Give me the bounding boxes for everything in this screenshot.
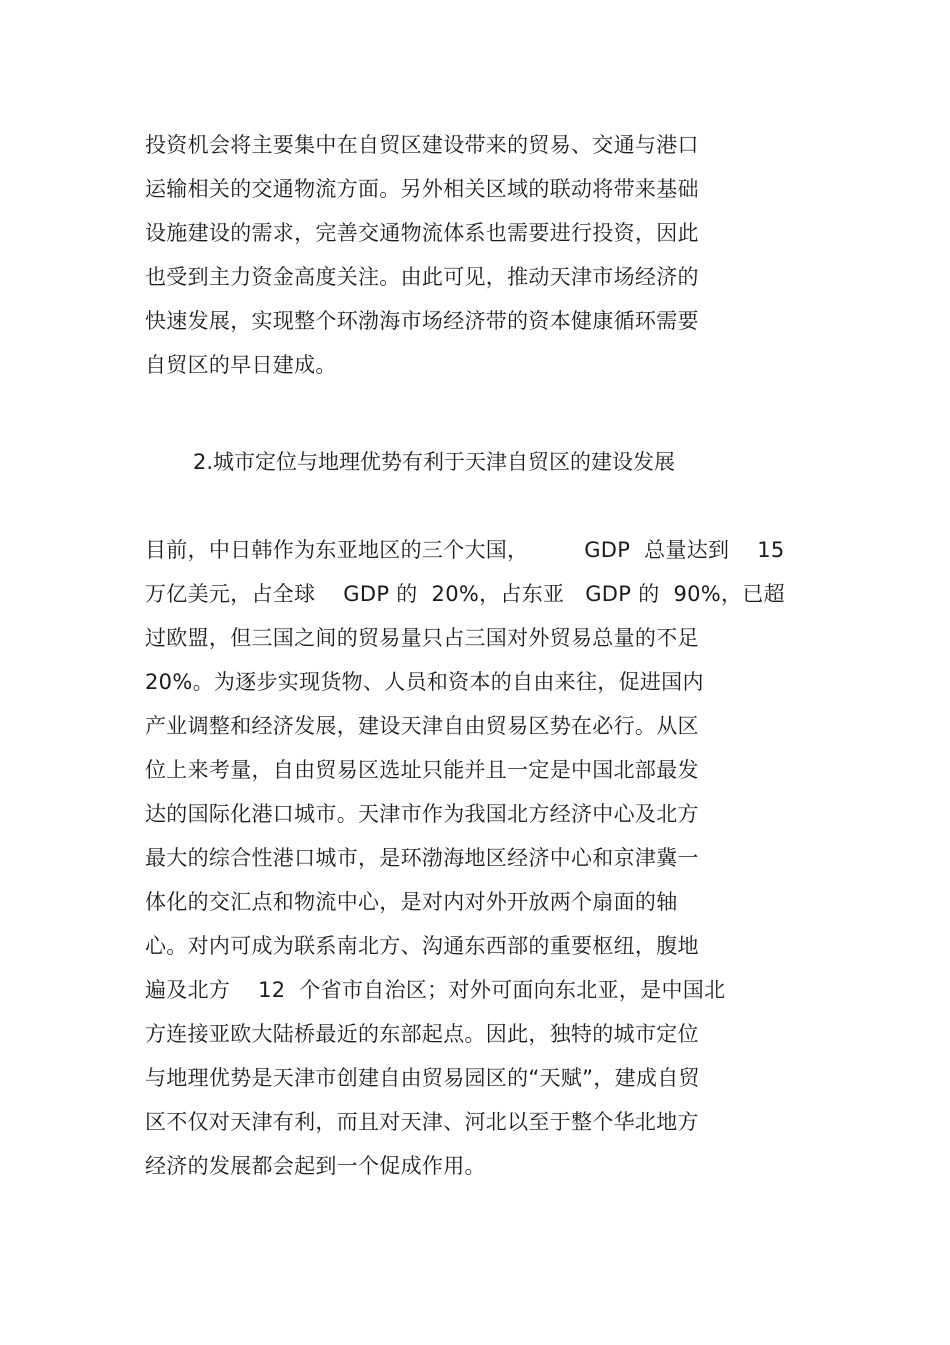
text-line: 位上来考量，自由贸易区选址只能并且一定是中国北部最发 (145, 758, 699, 782)
text-line: 也受到主力资金高度关注。由此可见，推动天津市场经济的 (145, 265, 699, 289)
text-line: 体化的交汇点和物流中心，是对内对外开放两个扇面的轴 (145, 890, 678, 914)
text-line: 与地理优势是天津市创建自由贸易园区的“天赋”，建成自贸 (145, 1066, 700, 1090)
text-line: 区不仅对天津有利，而且对天津、河北以至于整个华北地方 (145, 1110, 699, 1134)
text-line: 运输相关的交通物流方面。另外相关区域的联动将带来基础 (145, 177, 699, 201)
section-heading: 2.城市定位与地理优势有利于天津自贸区的建设发展 (193, 450, 676, 474)
text-line: 遍及北方 12 个省市自治区；对外可面向东北亚，是中国北 (145, 978, 726, 1002)
text-line: 产业调整和经济发展，建设天津自由贸易区势在必行。从区 (145, 714, 699, 738)
text-line: 目前，中日韩作为东亚地区的三个大国， GDP 总量达到 15 (145, 538, 785, 562)
text-line: 心。对内可成为联系南北方、沟通东西部的重要枢纽，腹地 (145, 934, 699, 958)
text-line: 设施建设的需求，完善交通物流体系也需要进行投资，因此 (145, 221, 699, 245)
text-line: 最大的综合性港口城市，是环渤海地区经济中心和京津冀一 (145, 846, 699, 870)
text-line: 20%。为逐步实现货物、人员和资本的自由来往，促进国内 (145, 670, 704, 694)
text-line: 自贸区的早日建成。 (145, 353, 337, 377)
text-line: 达的国际化港口城市。天津市作为我国北方经济中心及北方 (145, 802, 699, 826)
text-line: 快速发展，实现整个环渤海市场经济带的资本健康循环需要 (145, 309, 699, 333)
text-line: 过欧盟，但三国之间的贸易量只占三国对外贸易总量的不足 (145, 626, 699, 650)
text-line: 方连接亚欧大陆桥最近的东部起点。因此，独特的城市定位 (145, 1022, 699, 1046)
text-line: 经济的发展都会起到一个促成作用。 (145, 1154, 486, 1178)
text-line: 投资机会将主要集中在自贸区建设带来的贸易、交通与港口 (145, 133, 699, 157)
text-line: 万亿美元，占全球 GDP 的 20%，占东亚 GDP 的 90%，已超 (145, 582, 785, 606)
